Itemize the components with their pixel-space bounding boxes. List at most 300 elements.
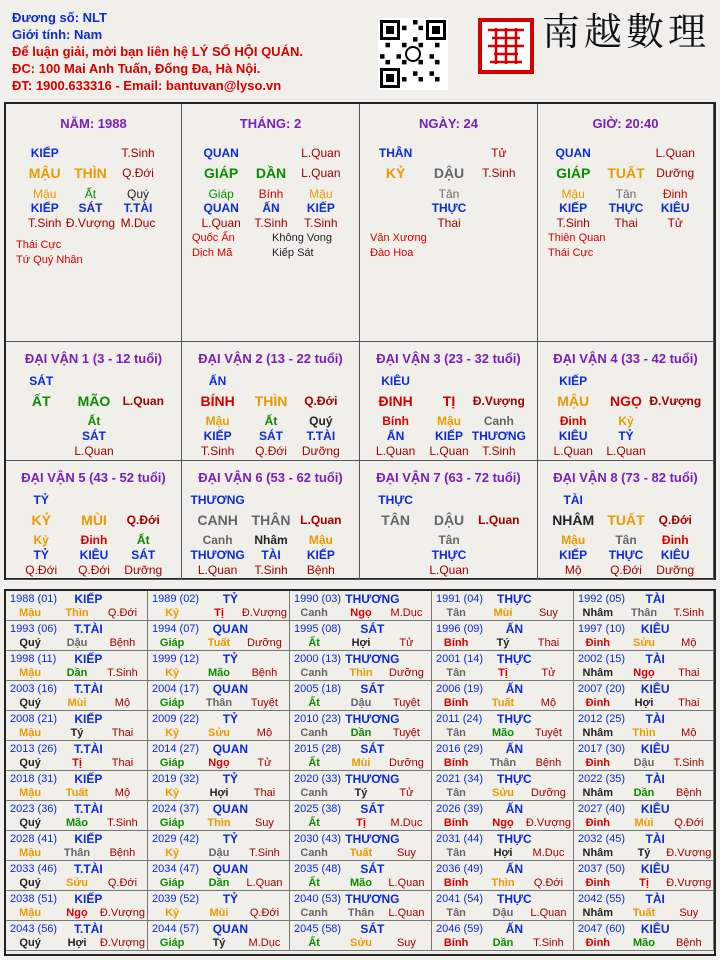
year-state: Tử [257, 757, 272, 769]
year-god: T.TÀI [74, 742, 103, 756]
chart-text: Q.Đới [78, 563, 110, 577]
dai-van-cell [360, 461, 538, 580]
year-label: 2014 (27) [152, 743, 200, 755]
chart-text: KIẾP [559, 374, 588, 388]
chart-text: T.Sinh [121, 146, 155, 160]
year-stem: Tân [446, 907, 466, 919]
year-branch: Tý [212, 937, 226, 949]
chart-text: T.Sinh [304, 216, 338, 230]
year-cell [6, 711, 148, 741]
year-branch: Thìn [632, 727, 656, 739]
chart-text: SÁT [29, 374, 54, 388]
year-state: Thai [678, 697, 700, 709]
year-stem: Canh [300, 607, 328, 619]
year-branch: Hợi [493, 847, 513, 859]
dai-van-cell [6, 461, 182, 580]
year-cell [574, 741, 714, 771]
year-label: 2036 (49) [436, 863, 484, 875]
year-stem: Giáp [159, 697, 185, 709]
chart-text: Mậu [308, 533, 333, 547]
year-label: 2024 (37) [152, 803, 200, 815]
year-branch: Tị [356, 817, 366, 829]
dai-van-title: ĐẠI VẬN 2 (13 - 22 tuổi) [198, 351, 343, 366]
year-label: 2038 (51) [10, 893, 58, 905]
year-branch: Sửu [632, 637, 656, 649]
chart-text: Q.Đới [610, 563, 642, 577]
chart-text: TỶ [33, 493, 49, 507]
year-cell [290, 741, 432, 771]
chart-text: THỰC [608, 548, 644, 562]
year-branch: Mùi [634, 817, 654, 829]
year-branch: Hợi [351, 637, 371, 649]
year-cell [574, 681, 714, 711]
year-cell [290, 681, 432, 711]
chart-text: TÀI [261, 548, 281, 562]
year-cell [574, 711, 714, 741]
chart-text: Bệnh [306, 563, 335, 577]
chart-text: SÁT [82, 429, 106, 443]
year-cell [574, 831, 714, 861]
year-state: L.Quan [388, 907, 425, 919]
year-state: Tử [399, 787, 414, 799]
year-god: TỶ [222, 652, 239, 666]
year-label: 1991 (04) [436, 593, 484, 605]
chart-text: KIÊU [660, 548, 690, 562]
year-cell [6, 891, 148, 921]
year-cell [290, 711, 432, 741]
year-label: 2032 (45) [578, 833, 626, 845]
year-label: 2022 (35) [578, 773, 626, 785]
year-god: KIẾP [74, 712, 103, 726]
year-state: Thai [678, 667, 700, 679]
year-branch: Thân [205, 697, 233, 709]
year-label: 2040 (53) [294, 893, 342, 905]
year-god: TỶ [222, 592, 239, 606]
year-stem: Kỷ [165, 667, 180, 679]
year-stem: Bính [443, 937, 469, 949]
chart-text: Quý [309, 414, 333, 428]
year-label: 1993 (06) [10, 623, 58, 635]
chart-text: KIẾP [203, 429, 232, 443]
chart-text: T.TÀI [306, 429, 336, 443]
brand-logo-text: 南越數理 [542, 10, 711, 54]
year-stem: Đinh [585, 937, 611, 949]
year-label: 2009 (22) [152, 713, 200, 725]
chart-text: Đ.Vượng [65, 216, 116, 230]
chart-text: KIÊU [381, 374, 410, 388]
dai-van-cell [538, 342, 714, 461]
year-god: KIẾP [74, 592, 103, 606]
year-label: 2023 (36) [10, 803, 58, 815]
chart-text: QUAN [203, 201, 239, 215]
header-line: ĐT: 1900.633316 - Email: bantuvan@lyso.vn [12, 78, 282, 93]
year-branch: Sửu [207, 727, 231, 739]
year-label: 2029 (42) [152, 833, 200, 845]
year-label: 2011 (24) [436, 713, 483, 725]
year-god: ẤN [505, 862, 524, 876]
year-god: SÁT [360, 742, 385, 756]
year-state: L.Quan [530, 907, 567, 919]
year-stem: Canh [300, 727, 328, 739]
year-label: 2045 (58) [294, 923, 342, 935]
chart-text: TỶ [33, 548, 49, 562]
year-label: 2031 (44) [436, 833, 484, 845]
year-cell [6, 831, 148, 861]
year-god: KIÊU [640, 802, 670, 816]
year-state: Tuyệt [534, 727, 562, 739]
year-stem: Mậu [19, 787, 42, 799]
year-label: 2034 (47) [152, 863, 200, 875]
year-label: 2030 (43) [294, 833, 342, 845]
year-label: 1998 (11) [10, 653, 57, 665]
chart-text: THỰC [431, 201, 467, 215]
chart-text: ẤN [262, 201, 280, 215]
year-branch: Sửu [349, 937, 373, 949]
chart-text: Ất [136, 533, 150, 547]
year-branch: Sửu [491, 787, 515, 799]
year-branch: Dậu [633, 757, 655, 769]
year-label: 2028 (41) [10, 833, 58, 845]
year-state: Suy [396, 847, 416, 859]
year-label: 2008 (21) [10, 713, 58, 725]
year-state: Tuyệt [250, 697, 278, 709]
year-stem: Bính [443, 697, 469, 709]
year-cell [290, 801, 432, 831]
year-stem: Đinh [585, 757, 611, 769]
year-state: Tuyệt [392, 727, 420, 739]
chart-text: L.Quan [429, 444, 469, 458]
chart-text: Mộ [564, 563, 582, 577]
year-label: 2025 (38) [294, 803, 342, 815]
chart-text: Kỷ [618, 414, 634, 428]
year-state: Thai [537, 637, 560, 649]
year-branch: Mão [208, 667, 230, 679]
chart-text: THỰC [608, 201, 644, 215]
year-stem: Tân [446, 607, 466, 619]
chart-text: Bính [258, 187, 284, 201]
year-state: Suy [396, 937, 416, 949]
year-cell [290, 831, 432, 861]
year-stem: Kỷ [165, 847, 180, 859]
chart-text: KIẾP [434, 429, 464, 443]
year-state: L.Quan [246, 877, 283, 889]
year-cell [148, 651, 290, 681]
year-god: TỶ [222, 832, 239, 846]
year-label: 2010 (23) [294, 713, 342, 725]
year-god: SÁT [360, 682, 385, 696]
year-state: Bệnh [675, 937, 702, 949]
year-label: 2026 (39) [436, 803, 484, 815]
chart-text: Ất [84, 187, 97, 201]
chart-text: L.Quan [74, 444, 114, 458]
year-state: Thai [111, 757, 134, 769]
chart-text: KỶ [385, 165, 406, 181]
chart-text: L.Quan [300, 513, 342, 527]
chart-text: T.Sinh [254, 563, 288, 577]
year-cell [148, 741, 290, 771]
year-label: 2033 (46) [10, 863, 58, 875]
chart-text: Dưỡng [301, 444, 340, 458]
chart-text: L.Quan [429, 563, 469, 577]
chart-text: Q.Đới [255, 444, 287, 458]
year-state: Suy [679, 907, 699, 919]
pillar-title: THÁNG: 2 [239, 116, 302, 131]
chart-text: Đinh [80, 533, 108, 547]
year-branch: Dậu [208, 847, 230, 859]
year-cell [290, 651, 432, 681]
chart-text: Q.Đới [25, 563, 58, 577]
year-branch: Tị [639, 877, 649, 889]
year-god: QUAN [212, 682, 249, 696]
year-state: Mộ [114, 697, 131, 709]
year-label: 1996 (09) [436, 623, 484, 635]
year-branch: Dần [208, 877, 230, 889]
year-label: 2015 (28) [294, 743, 342, 755]
year-stem: Nhâm [582, 787, 614, 799]
year-stem: Quý [19, 877, 41, 889]
year-cell [148, 801, 290, 831]
year-label: 1988 (01) [10, 593, 58, 605]
chart-text: T.Sinh [200, 444, 235, 458]
chart-text: Thai [614, 216, 638, 230]
year-branch: Thân [630, 607, 658, 619]
year-label: 2041 (54) [436, 893, 484, 905]
year-branch: Ngọ [66, 907, 88, 919]
year-cell [290, 621, 432, 651]
year-god: TỶ [222, 772, 239, 786]
year-label: 1994 (07) [152, 623, 200, 635]
year-cell [574, 921, 714, 951]
year-state: Đ.Vượng [99, 937, 146, 949]
year-state: Tử [399, 637, 414, 649]
year-branch: Dậu [492, 907, 514, 919]
year-god: ẤN [505, 922, 524, 936]
pillar-grid [4, 102, 716, 580]
year-god: T.TÀI [74, 922, 103, 936]
header-line: ĐC: 100 Mai Anh Tuấn, Đống Đa, Hà Nội. [12, 61, 261, 76]
year-label: 2018 (31) [10, 773, 58, 785]
year-state: M.Dục [532, 847, 565, 859]
chart-text: TỶ [618, 429, 634, 443]
year-cell [432, 591, 574, 621]
year-state: Suy [538, 607, 558, 619]
year-cell [432, 741, 574, 771]
year-label: 2012 (25) [578, 713, 626, 725]
header-line: Giới tính: Nam [12, 27, 103, 42]
year-branch: Thìn [491, 877, 515, 889]
year-label: 2007 (20) [578, 683, 626, 695]
chart-text: TÀI [563, 493, 583, 507]
year-label: 2004 (17) [152, 683, 200, 695]
year-stem: Bính [443, 877, 469, 889]
year-state: Mộ [681, 727, 697, 739]
year-label: 1995 (08) [294, 623, 342, 635]
pillar-cell [182, 104, 360, 342]
year-stem: Giáp [159, 877, 185, 889]
year-stem: Mậu [19, 607, 42, 619]
year-god: TÀI [645, 592, 665, 606]
year-state: Tử [541, 667, 556, 679]
year-god: THỰC [497, 592, 532, 606]
chart-text: L.Quan [478, 513, 520, 527]
chart-text: Q.Đới [126, 513, 160, 527]
year-state: Tuyệt [392, 697, 420, 709]
chart-text: Tân [615, 187, 637, 201]
year-god: SÁT [360, 862, 385, 876]
year-stem: Ất [308, 697, 320, 709]
year-stem: Mậu [19, 727, 42, 739]
year-cell [148, 711, 290, 741]
chart-text: L.Quan [301, 146, 341, 160]
chart-text: Đinh [559, 414, 587, 428]
year-god: T.TÀI [74, 622, 103, 636]
chart-text: Tử [491, 146, 507, 160]
chart-text: TUẤT [607, 512, 645, 528]
year-state: Bệnh [109, 847, 136, 859]
year-stem: Nhâm [582, 667, 614, 679]
chart-text: MẬU [557, 393, 590, 409]
year-branch: Mão [633, 937, 655, 949]
year-label: 2043 (56) [10, 923, 58, 935]
year-branch: Ngọ [350, 607, 372, 619]
year-branch: Thìn [65, 607, 89, 619]
year-branch: Tị [498, 667, 508, 679]
year-branch: Tuất [491, 697, 515, 709]
year-state: Q.Đới [107, 607, 138, 619]
year-state: Q.Đới [533, 877, 564, 889]
year-state: Q.Đới [249, 907, 280, 919]
year-branch: Hợi [67, 937, 87, 949]
year-god: KIÊU [640, 742, 670, 756]
dai-van-title: ĐẠI VẬN 1 (3 - 12 tuổi) [24, 351, 163, 366]
chart-text: MÙI [81, 512, 107, 528]
chart-text: Q.Đới [304, 394, 338, 408]
chart-text: T.Sinh [556, 216, 590, 230]
chart-text: T.TÀI [123, 201, 153, 215]
year-cell [148, 681, 290, 711]
year-state: M.Dục [390, 607, 423, 619]
chart-text: Canh [202, 533, 233, 547]
year-cell [148, 861, 290, 891]
chart-text: ẤT [31, 393, 51, 409]
chart-text: L.Quan [197, 563, 238, 577]
dai-van-cell [360, 342, 538, 461]
year-state: T.Sinh [673, 607, 705, 619]
chart-text: BÍNH [200, 393, 235, 409]
chart-text: Đinh [662, 187, 688, 201]
year-label: 2047 (60) [578, 923, 626, 935]
chart-text: KIẾP [559, 548, 588, 562]
chart-text: GIÁP [556, 165, 591, 181]
year-state: Thai [253, 787, 276, 799]
year-branch: Tý [496, 637, 510, 649]
year-god: ẤN [505, 802, 524, 816]
year-cell [432, 651, 574, 681]
special-star: Văn Xương [370, 232, 427, 244]
chart-text: THÂN [251, 512, 291, 528]
year-cell [432, 891, 574, 921]
year-label: 2044 (57) [152, 923, 200, 935]
chart-text: L.Quan [301, 166, 341, 180]
chart-text: M.Dục [120, 216, 156, 230]
year-label: 2002 (15) [578, 653, 626, 665]
year-branch: Mùi [209, 907, 229, 919]
year-label: 2000 (13) [294, 653, 342, 665]
special-star: Không Vong [272, 232, 332, 244]
year-label: 2017 (30) [578, 743, 626, 755]
dai-van-cell [6, 342, 182, 461]
dai-van-title: ĐẠI VẬN 3 (23 - 32 tuổi) [376, 351, 521, 366]
year-stem: Đinh [585, 697, 611, 709]
year-state: Q.Đới [674, 817, 704, 829]
year-god: SÁT [360, 802, 385, 816]
year-cell [574, 891, 714, 921]
year-god: QUAN [212, 802, 249, 816]
year-state: Dưỡng [531, 787, 566, 799]
year-label: 1989 (02) [152, 593, 200, 605]
year-stem: Đinh [585, 877, 611, 889]
chart-text: QUAN [555, 146, 591, 160]
year-god: ẤN [505, 622, 524, 636]
year-label: 2046 (59) [436, 923, 484, 935]
chart-text: Tân [615, 533, 637, 547]
year-label: 2016 (29) [436, 743, 484, 755]
year-stem: Đinh [585, 817, 611, 829]
chart-text: Tử [667, 216, 683, 230]
chart-text: Mậu [309, 187, 333, 201]
year-god: THƯƠNG [345, 712, 400, 726]
year-cell [432, 681, 574, 711]
year-label: 2027 (40) [578, 803, 626, 815]
year-god: QUAN [212, 862, 249, 876]
year-label: 2042 (55) [578, 893, 626, 905]
chart-text: THƯƠNG [190, 548, 245, 562]
year-branch: Thìn [207, 817, 231, 829]
year-label: 2001 (14) [436, 653, 484, 665]
year-branch: Ngọ [633, 667, 655, 679]
year-god: SÁT [360, 922, 385, 936]
pillar-title: NGÀY: 24 [419, 116, 478, 131]
year-god: KIÊU [640, 862, 670, 876]
chart-text: SÁT [259, 429, 283, 443]
year-branch: Dần [633, 787, 655, 799]
year-stem: Giáp [159, 937, 185, 949]
year-stem: Nhâm [582, 907, 614, 919]
pillar-cell [538, 104, 714, 342]
year-label: 1997 (10) [578, 623, 626, 635]
year-branch: Tuất [632, 907, 656, 919]
chart-text: L.Quan [655, 146, 695, 160]
year-state: Q.Đới [107, 877, 138, 889]
year-label: 2035 (48) [294, 863, 342, 875]
year-state: Suy [254, 817, 274, 829]
chart-text: Mậu [561, 533, 586, 547]
year-cell [290, 861, 432, 891]
chart-header [0, 0, 720, 100]
year-branch: Tý [637, 847, 651, 859]
chart-text: Bính [382, 414, 409, 428]
year-god: THỰC [497, 652, 532, 666]
seal-stamp [478, 18, 534, 74]
chart-text: Thai [437, 216, 461, 230]
year-cell [574, 861, 714, 891]
chart-text: KIẾP [559, 201, 588, 215]
year-label: 2006 (19) [436, 683, 484, 695]
year-god: KIÊU [640, 922, 670, 936]
year-stem: Tân [446, 667, 466, 679]
chart-text: T.Sinh [482, 444, 516, 458]
chart-text: ĐINH [378, 393, 413, 409]
